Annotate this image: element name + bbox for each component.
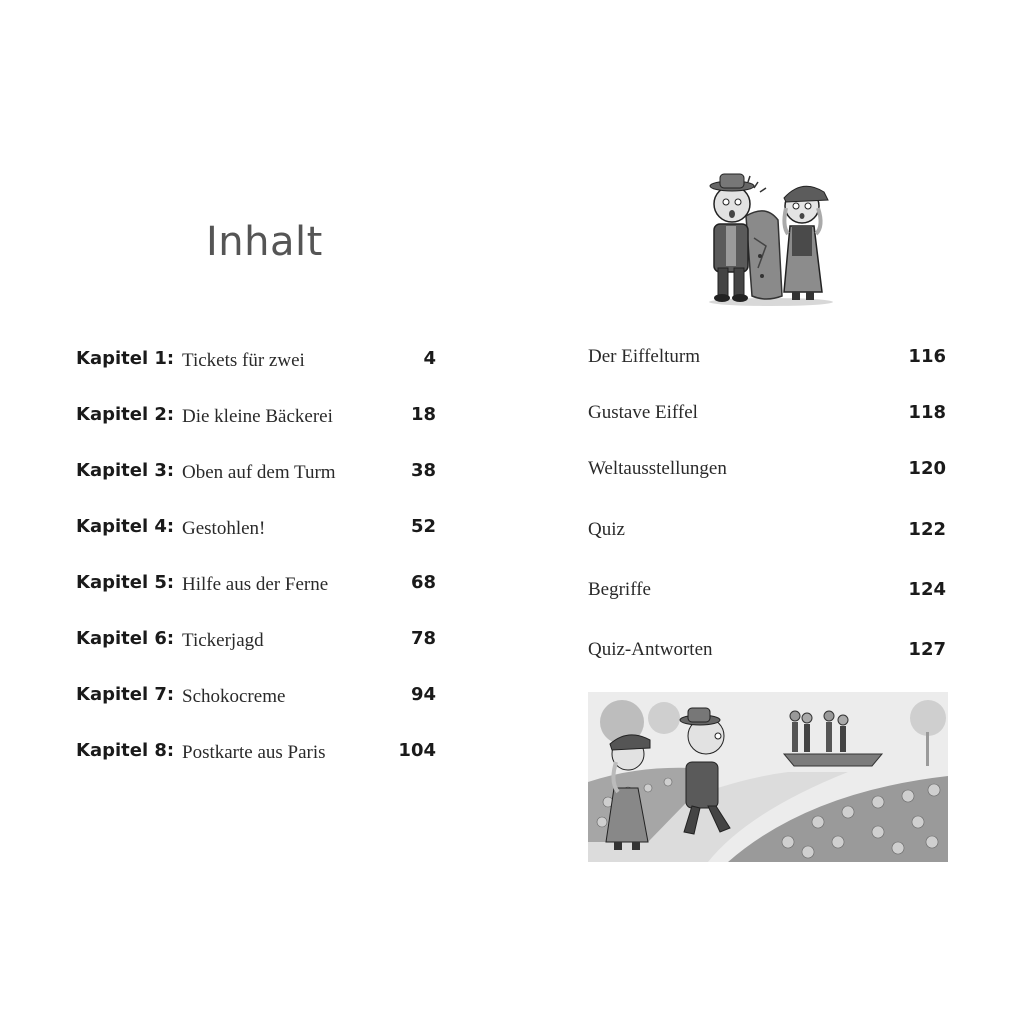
chapter-label: Kapitel 5: [76,572,175,593]
chapter-label: Kapitel 3: [76,460,175,481]
chapter-label: Kapitel 2: [76,404,175,425]
chapter-title: Hilfe aus der Ferne [182,574,329,595]
chapter-label: Kapitel 6: [76,628,175,649]
chapter-page-number: 104 [398,740,436,761]
chapter-page-number: 18 [410,404,436,425]
appendix-row-1[interactable] [588,346,946,376]
appendix-title: Gustave Eiffel [588,402,698,423]
appendix-row-6[interactable] [588,639,946,669]
appendix-row-3[interactable] [588,458,946,488]
appendix-page-number: 124 [908,579,946,600]
chapter-title: Die kleine Bäckerei [182,406,333,427]
chapter-page-number: 4 [423,348,436,369]
page-title: Inhalt [206,219,323,265]
chapter-label: Kapitel 7: [76,684,175,705]
chapter-row-3[interactable] [76,460,436,490]
chapter-label: Kapitel 8: [76,740,175,761]
appendix-title: Quiz [588,519,625,540]
appendix-row-5[interactable] [588,579,946,609]
chapter-title: Gestohlen! [182,518,266,539]
chapter-page-number: 94 [410,684,436,705]
chapter-row-5[interactable] [76,572,436,602]
appendix-title: Begriffe [588,579,651,600]
children-with-bag-illustration [696,168,846,308]
appendix-title: Weltausstellungen [588,458,727,479]
chapter-row-4[interactable] [76,516,436,546]
appendix-page-number: 127 [908,639,946,660]
chapter-page-number: 52 [410,516,436,537]
walking-children-illustration [588,692,948,862]
chapter-title: Postkarte aus Paris [182,742,326,763]
chapter-label: Kapitel 4: [76,516,175,537]
appendix-row-4[interactable] [588,519,946,549]
chapter-row-7[interactable] [76,684,436,714]
appendix-row-2[interactable] [588,402,946,432]
chapter-title: Schokocreme [182,686,286,707]
chapter-row-1[interactable] [76,348,436,378]
chapter-row-8[interactable] [76,740,436,770]
appendix-page-number: 118 [908,402,946,423]
appendix-title: Quiz-Antworten [588,639,713,660]
chapter-page-number: 68 [410,572,436,593]
appendix-page-number: 120 [908,458,946,479]
chapter-page-number: 78 [410,628,436,649]
appendix-title: Der Eiffelturm [588,346,701,367]
chapter-page-number: 38 [410,460,436,481]
chapter-row-2[interactable] [76,404,436,434]
appendix-page-number: 122 [908,519,946,540]
chapter-title: Tickerjagd [182,630,264,651]
chapter-title: Oben auf dem Turm [182,462,336,483]
chapter-title: Tickets für zwei [182,350,305,371]
appendix-page-number: 116 [908,346,946,367]
chapter-label: Kapitel 1: [76,348,175,369]
chapter-row-6[interactable] [76,628,436,658]
